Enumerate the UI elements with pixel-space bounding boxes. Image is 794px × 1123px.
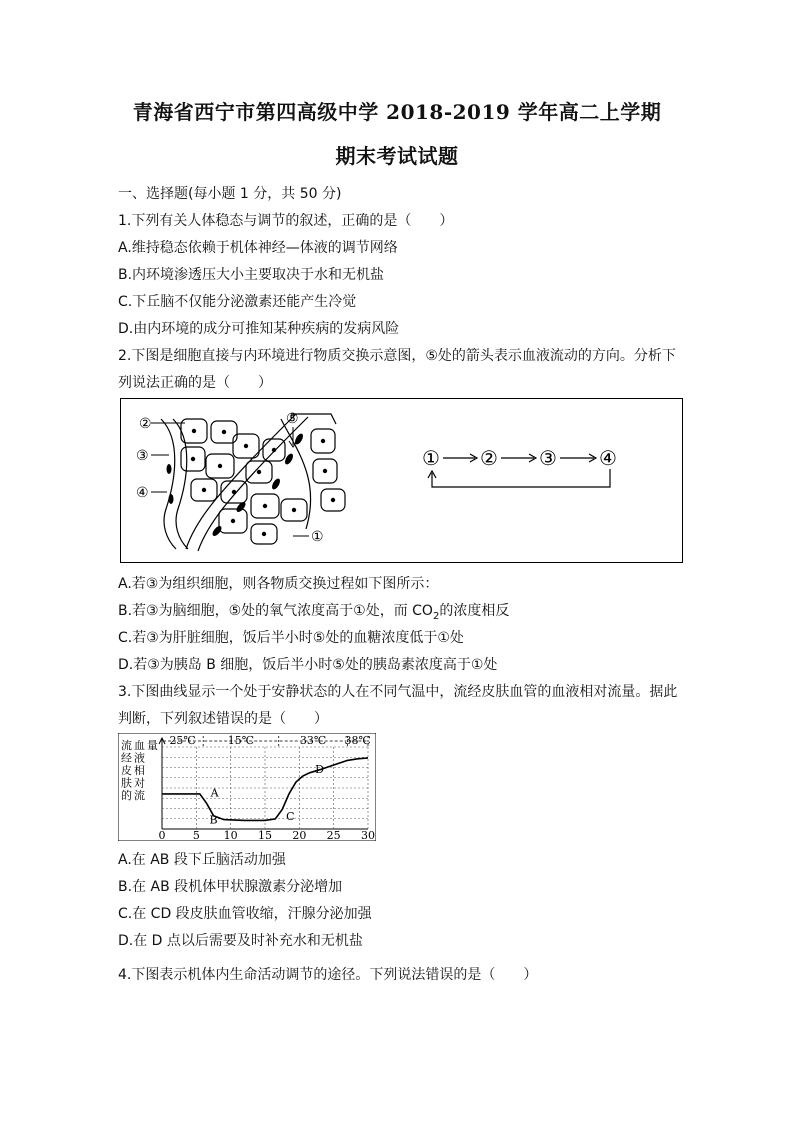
flow-node-2: ②	[480, 446, 498, 470]
q1-option-a: A.维持稳态依赖于机体神经—体液的调节网络	[118, 240, 398, 256]
q3-option-d: D.在 D 点以后需要及时补充水和无机盐	[118, 933, 363, 949]
curve-point-d: D	[315, 762, 324, 776]
y-label-char: 经	[121, 751, 132, 765]
y-label-char: 血	[134, 739, 145, 752]
flow-node-4: ④	[599, 446, 617, 470]
q2-option-c: C.若③为肝脏细胞，饭后半小时⑤处的血糖浓度低于①处	[118, 630, 464, 646]
q1-stem: 1.下列有关人体稳态与调节的叙述，正确的是（ ）	[118, 213, 454, 229]
q3-chart-svg	[118, 733, 376, 841]
q3-stem-line2: 判断，下列叙述错误的是（ ）	[118, 711, 328, 727]
x-tick-label: 15	[258, 829, 272, 841]
x-tick-labels	[159, 829, 376, 841]
temp-band-label: 25℃	[169, 734, 196, 747]
x-tick-label: 30	[361, 829, 375, 841]
q1-option-c: C.下丘脑不仅能分泌激素还能产生冷觉	[118, 294, 357, 310]
q2-stem-line2: 列说法正确的是（ ）	[118, 375, 272, 391]
q3-option-c: C.在 CD 段皮肤血管收缩，汗腺分泌加强	[118, 906, 372, 922]
y-axis-label	[121, 738, 158, 802]
fig-label-4: ④	[136, 485, 149, 501]
y-label-char: 液	[134, 751, 145, 765]
y-label-char: 量	[147, 739, 158, 752]
q3-option-a: A.在 AB 段下丘脑活动加强	[118, 852, 286, 868]
temperature-bands	[163, 734, 371, 747]
doc-title-line2: 期末考试试题	[335, 144, 459, 168]
curve-point-labels	[210, 763, 325, 827]
y-label-char: 相	[134, 764, 145, 777]
fig-label-3: ③	[136, 448, 149, 464]
arrow-4-1	[432, 469, 610, 487]
y-label-char: 肤	[121, 776, 132, 790]
fig-label-1: ①	[311, 529, 324, 545]
x-tick-label: 10	[223, 829, 238, 841]
doc-title-line1: 青海省西宁市第四高级中学 2018-2019 学年高二上学期	[132, 100, 662, 124]
y-label-char: 对	[134, 776, 145, 790]
y-label-char: 流	[121, 739, 132, 752]
curve-point-b: B	[209, 813, 218, 827]
q1-option-b: B.内环境渗透压大小主要取决于水和无机盐	[118, 267, 385, 283]
curve-point-a: A	[210, 786, 219, 800]
temp-band-label: 33℃	[299, 734, 327, 747]
fig-label-5: ⑤	[286, 411, 299, 427]
y-label-char: 皮	[121, 764, 132, 777]
x-tick-label: 20	[292, 829, 307, 841]
x-tick-label: 5	[192, 829, 200, 841]
flow-node-1: ①	[422, 446, 440, 470]
q2-option-a: A.若③为组织细胞，则各物质交换过程如下图所示：	[118, 576, 439, 592]
q2-stem-line1: 2.下图是细胞直接与内环境进行物质交换示意图，⑤处的箭头表示血液流动的方向。分析下	[118, 348, 676, 364]
q3-chart	[118, 733, 376, 841]
q3-stem-line1: 3.下图曲线显示一个处于安静状态的人在不同气温中，流经皮肤血管的血液相对流量。据此	[118, 684, 678, 700]
curve-point-c: C	[286, 810, 295, 824]
section-heading: 一、选择题(每小题 1 分，共 50 分)	[118, 186, 342, 202]
fig-label-2: ②	[139, 416, 152, 432]
q2-figure-svg	[121, 399, 682, 562]
q4-stem: 4.下图表示机体内生命活动调节的途径。下列说法错误的是（ ）	[118, 967, 538, 983]
y-label-char: 流	[134, 789, 145, 802]
flow-node-3: ③	[539, 446, 557, 470]
q1-option-d: D.由内环境的成分可推知某种疾病的发病风险	[118, 321, 400, 337]
q2-option-b: B.若③为脑细胞，⑤处的氧气浓度高于①处，而 $CO_2$的浓度相反	[118, 603, 510, 622]
x-tick-label: 25	[326, 829, 341, 841]
temp-band-label: 15℃	[227, 734, 255, 747]
temp-band-label: 38℃	[344, 734, 371, 747]
y-label-char: 的	[121, 789, 132, 802]
x-tick-label: 0	[158, 829, 166, 841]
flow-diagram	[422, 446, 617, 487]
q2-option-d: D.若③为胰岛 B 细胞，饭后半小时⑤处的胰岛素浓度高于①处	[118, 657, 498, 673]
q3-option-b: B.在 AB 段机体甲状腺激素分泌增加	[118, 879, 343, 895]
chart-grid	[159, 738, 368, 829]
q2-figure	[120, 398, 683, 563]
